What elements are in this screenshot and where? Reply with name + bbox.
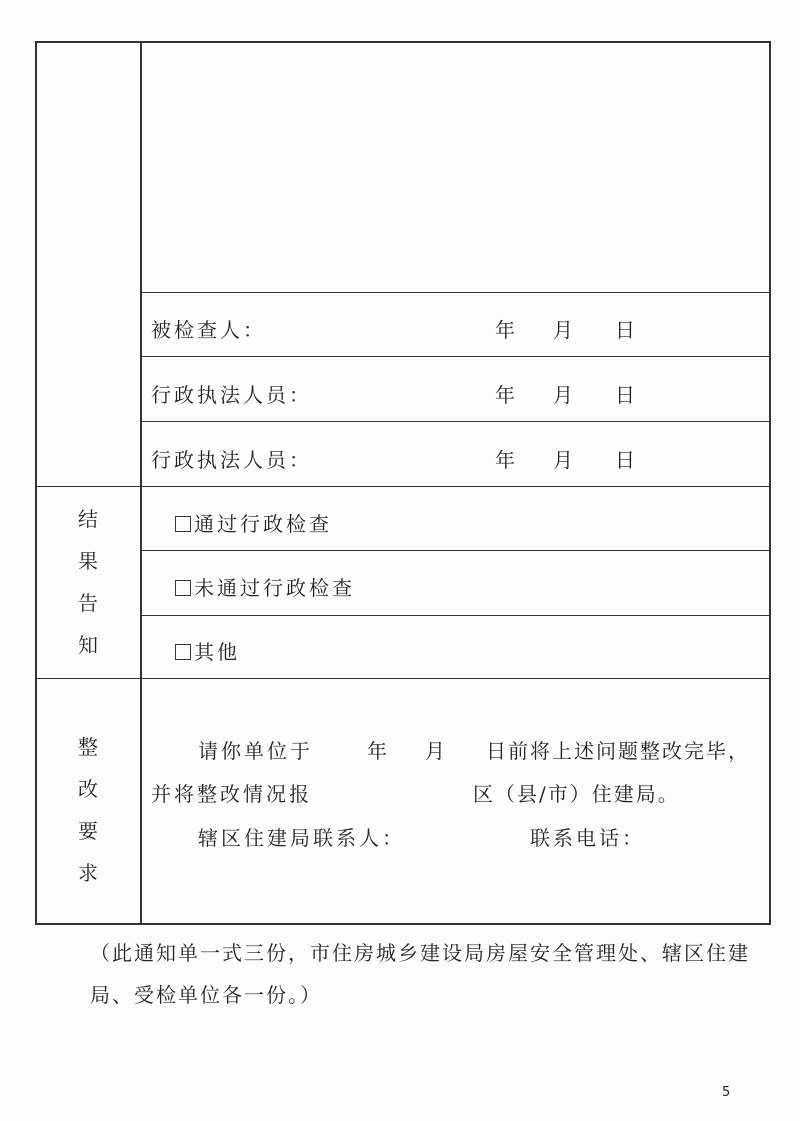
rectification-label: 整 改 要 求 <box>78 735 98 885</box>
result-notice-label: 结 果 告 知 <box>78 507 98 657</box>
date-month: 月 <box>553 448 573 472</box>
rect-line1-suffix: 日前将上述问题整改完毕， <box>486 739 750 763</box>
row-divider <box>141 356 770 357</box>
contact-person-label: 辖区住建局联系人： <box>198 826 405 850</box>
table-top-border <box>35 41 771 43</box>
inspected-party-label: 被检查人： <box>151 318 266 342</box>
date-month: 月 <box>553 383 573 407</box>
option-other[interactable]: 其他 <box>175 636 240 665</box>
rect-line2-suffix: 区（县/市）住建局。 <box>473 782 680 806</box>
section-divider <box>35 486 771 487</box>
enforcement-officer-label: 行政执法人员： <box>151 383 312 407</box>
table-right-border <box>769 41 771 924</box>
footnote: （此通知单一式三份，市住房城乡建设局房屋安全管理处、辖区住建局、受检单位各一份。） <box>90 941 750 1007</box>
rect-year: 年 <box>367 739 387 763</box>
row-divider <box>141 550 770 551</box>
date-day: 日 <box>615 318 635 342</box>
page-number: 5 <box>722 1085 731 1100</box>
table-bottom-border <box>35 923 771 925</box>
option-passed[interactable]: 通过行政检查 <box>175 508 332 537</box>
contact-phone-label: 联系电话： <box>530 826 645 850</box>
section-divider <box>35 678 771 679</box>
checkbox-icon[interactable] <box>175 644 191 660</box>
row-divider <box>141 615 770 616</box>
table-left-border <box>35 41 37 924</box>
date-year: 年 <box>495 318 515 342</box>
date-month: 月 <box>553 318 573 342</box>
table-column-divider <box>140 41 142 924</box>
checkbox-icon[interactable] <box>175 516 191 532</box>
rect-line1-prefix: 请你单位于 <box>198 739 313 763</box>
date-day: 日 <box>615 448 635 472</box>
rect-month: 月 <box>425 739 445 763</box>
row-divider <box>141 292 770 293</box>
date-year: 年 <box>495 383 515 407</box>
rect-line2-prefix: 并将整改情况报 <box>151 782 312 806</box>
enforcement-officer-label: 行政执法人员： <box>151 448 312 472</box>
checkbox-icon[interactable] <box>175 580 191 596</box>
row-divider <box>141 421 770 422</box>
date-day: 日 <box>615 383 635 407</box>
option-not-passed[interactable]: 未通过行政检查 <box>175 572 355 601</box>
date-year: 年 <box>495 448 515 472</box>
